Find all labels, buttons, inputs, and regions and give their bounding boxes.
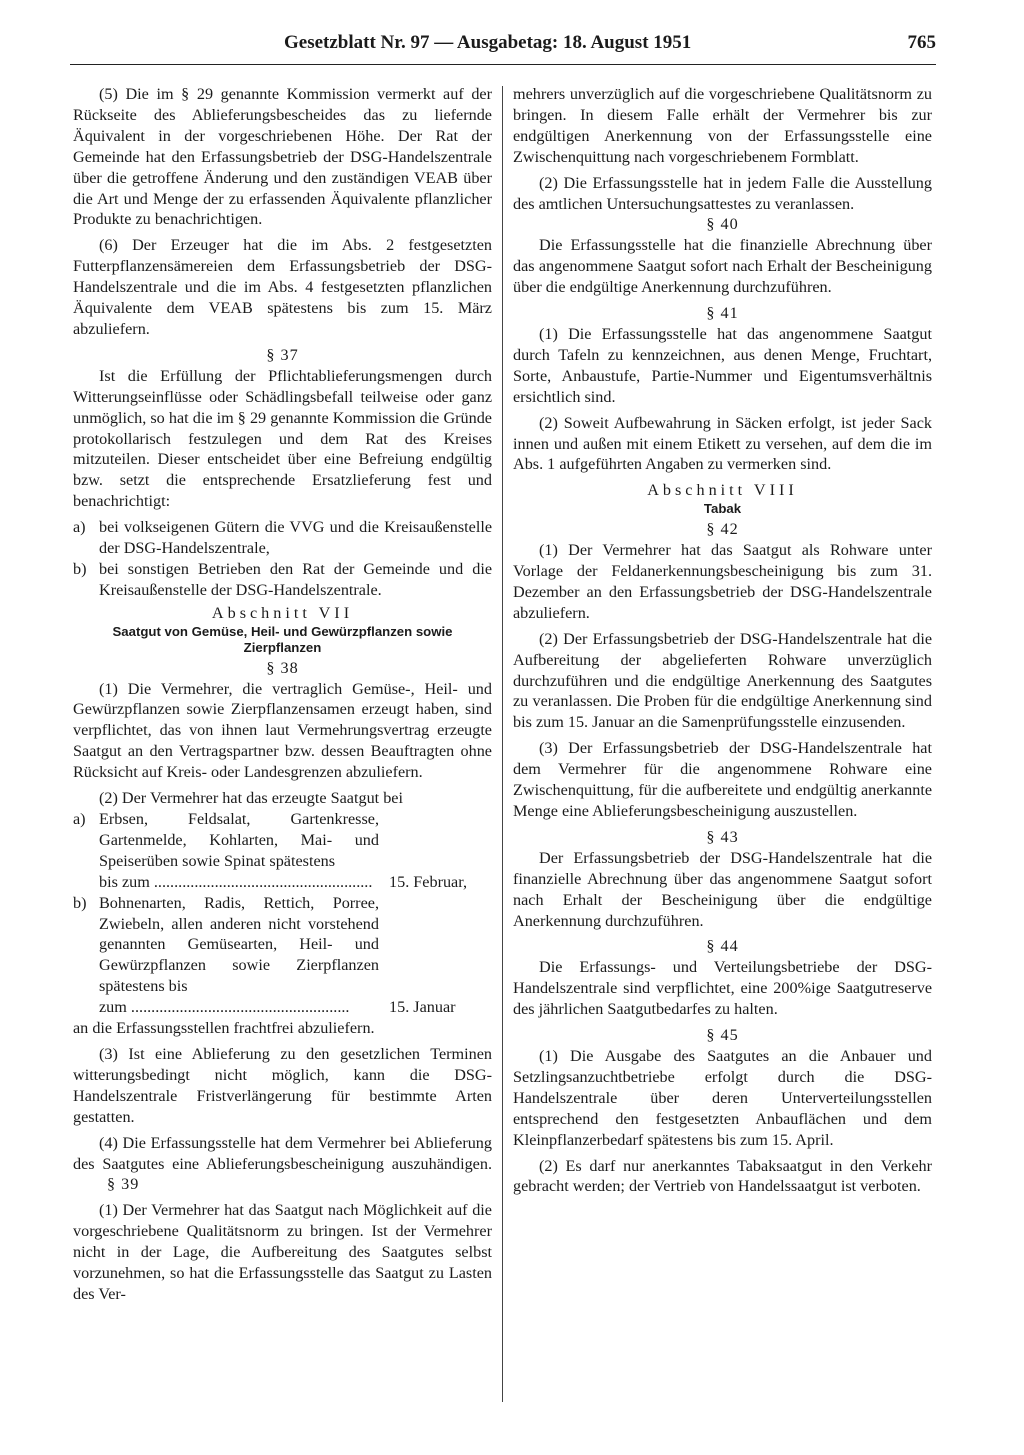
- abschnitt-7-title: Saatgut von Gemüse, Heil- und Gewürzpflanzen sowie Zierpflanzen: [112, 623, 453, 655]
- deadline-date: 15. Februar,: [389, 872, 468, 891]
- deadline-lead: zum .....: [99, 997, 379, 1018]
- paragraph-43: Der Erfassungsbetrieb der DSG-Handelszentrale hat die finanzielle Abrechnung über das angenommene Saatgut sofort nach Erhalt der Bescheinigung über die endgültige Anerkennung durchzuführen.: [513, 848, 932, 930]
- list-label: a): [73, 810, 86, 828]
- paragraph-38-4-text: (4) Die Erfassungsstelle hat dem Vermehrer bei Ablieferung des Saatgutes eine Ablieferungsbescheinigung auszuhändigen.: [73, 1133, 492, 1173]
- paragraph-40: Die Erfassungsstelle hat die finanzielle Abrechnung über das angenommene Saatgut sofort nach Erhalt der Bescheinigung über die endgültige Anerkennung durchzuführen.: [513, 236, 932, 297]
- paragraph-38-2: (2) Der Vermehrer hat das erzeugte Saatgut bei: [99, 789, 403, 808]
- list-text: bei volkseigenen Gütern die VVG und die Kreisaußenstelle der DSG-Handelszentrale,: [99, 518, 492, 558]
- paragraph-38-4: [73, 1133, 492, 1196]
- paragraph-44: Die Erfassungs- und Verteilungsbetriebe der DSG-Handelszentrale sind verpflichtet, eine 200%ige Saatgutreserve des jährlichen Saatgutbedarfes zu halten.: [513, 958, 932, 1019]
- deadline-line: [99, 997, 492, 1018]
- page-number: 765: [907, 32, 936, 53]
- list-label: a): [73, 518, 86, 537]
- section-41-heading: § 41: [706, 304, 739, 323]
- section-44-heading: § 44: [706, 937, 739, 956]
- abschnitt-8-heading: Abschnitt VIII: [647, 481, 798, 500]
- paragraph-41-1: (1) Die Erfassungsstelle hat das angenommene Saatgut durch Tafeln zu kennzeichnen, aus denen Menge, Fruchtart, Sorte, Anbaustufe, Partie-Nummer und Eigentumsverhältnis ersichtlich sind.: [513, 324, 932, 406]
- section-37-heading: § 37: [266, 345, 299, 364]
- paragraph-36-5: (5) Die im § 29 genannte Kommission vermerkt auf der Rückseite des Ablieferungsbescheides das zu liefernde Äquivalent in der vorgeschriebenen Höhe. Der Rat der Gemeinde hat den Erfassungsbetrieb der DSG-Handelszentrale über die getroffene Änderung und den zuständigen VEAB über die Art und Menge der zu erfassenden Äquivalente pflanzlicher Produkte zu benachrichtigen.: [73, 85, 492, 229]
- paragraph-39-2: (2) Die Erfassungsstelle hat in jedem Falle die Ausstellung des amtlichen Untersuchungsattestes zu veranlassen.: [513, 173, 932, 213]
- list-item-38-2-a: [73, 809, 492, 893]
- paragraph-36-6: (6) Der Erzeuger hat die im Abs. 2 festgesetzten Futterpflanzensämereien dem Erfassungsbetrieb der DSG-Handelszentrale und die im Abs. 4 festgesetzten pflanzlichen Äquivalente dem VEAB spätestens bis zum 15. März abzuliefern.: [73, 236, 492, 338]
- section-42-heading: § 42: [706, 520, 739, 539]
- page-header: [70, 30, 936, 65]
- list-item-38-2-b: [73, 893, 492, 1018]
- gazette-title: Gesetzblatt Nr. 97 — Ausgabetag: 18. August 1951: [284, 32, 692, 53]
- paragraph-42-1: (1) Der Vermehrer hat das Saatgut als Rohware unter Vorlage der Feldanerkennungsbescheinigung bis zum 31. Dezember an den Erfassungsbetrieb der DSG-Handelszentrale abzuliefern.: [513, 541, 932, 622]
- paragraph-38-3: (3) Ist eine Ablieferung zu den gesetzlichen Terminen witterungsbedingt nicht möglich, kann die DSG-Handelszentrale Fristverlängerung für bestimmte Arten gestatten.: [73, 1044, 492, 1126]
- list-item-37-a: [73, 517, 492, 559]
- section-43-heading: § 43: [706, 827, 739, 846]
- paragraph-38-2-end: an die Erfassungsstellen frachtfrei abzuliefern.: [73, 1019, 375, 1038]
- list-item-37-b: [73, 559, 492, 601]
- list-label: b): [73, 559, 87, 578]
- section-38-heading: § 38: [266, 658, 299, 677]
- section-39-heading: § 39: [107, 1175, 140, 1194]
- paragraph-42-2: (2) Der Erfassungsbetrieb der DSG-Handelszentrale hat die Aufbereitung der abgelieferten Rohware unverzüglich durchzuführen und die endgültige Anerkennung des Saatgutes zu veranlassen. Die Proben für die endgültige Anerkennung sind bis zum 15. Januar an die Samenprüfungsstelle einzusenden.: [513, 629, 932, 732]
- list-text: bei sonstigen Betrieben den Rat der Gemeinde und die Kreisaußenstelle der DSG-Handelszentrale.: [99, 559, 492, 599]
- abschnitt-7-heading: Abschnitt VII: [211, 603, 354, 622]
- deadline-date: 15. Januar: [389, 998, 456, 1017]
- right-column: [513, 84, 932, 1202]
- left-column: [73, 84, 492, 1310]
- list-text: Bohnenarten, Radis, Rettich, Porree, Zwiebeln, allen anderen nicht vorstehend genannten Gemüsearten, Heil- und Gewürzpflanzen sowie Zierpflanzen spätestens bis: [99, 893, 379, 996]
- paragraph-39-1-continued: mehrers unverzüglich auf die vorgeschriebene Qualitätsnorm zu bringen. In diesem Falle erhält der Vermehrer bis zur endgültigen Anerkennung von der Erfassungsstelle eine Zwischenquittung nach vorgeschriebenem Formblatt.: [513, 85, 932, 166]
- paragraph-45-2: (2) Es darf nur anerkanntes Tabaksaatgut in den Verkehr gebracht werden; der Vertrieb von Handelssaatgut ist verboten.: [513, 1156, 932, 1196]
- deadline-line: [99, 872, 492, 893]
- paragraph-39-1: (1) Der Vermehrer hat das Saatgut nach Möglichkeit auf die vorgeschriebene Qualitätsnorm zu bringen. Ist der Vermehrer nicht in der Lage, die Aufbereitung des Saatgutes selbst vorzunehmen, so hat die Erfassungsstelle das Saatgut zu Lasten des Ver-: [73, 1201, 492, 1303]
- deadline-lead: bis zum .....: [99, 872, 379, 893]
- paragraph-42-3: (3) Der Erfassungsbetrieb der DSG-Handelszentrale hat dem Vermehrer für die angenommene Rohware eine Zwischenquittung, für die aufbereitete und endgültig anerkannte Menge eine Ablieferungsbescheinigung auszustellen.: [513, 739, 932, 820]
- paragraph-45-1: (1) Die Ausgabe des Saatgutes an die Anbauer und Setzlingsanzuchtbetriebe erfolgt durch die DSG-Handelszentrale über deren Unterverteilungsstellen entsprechend den festgesetzten Anbauflächen und dem Kleinpflanzerbedarf spätestens bis zum 15. April.: [513, 1046, 932, 1149]
- paragraph-37: Ist die Erfüllung der Pflichtablieferungsmengen durch Witterungseinflüsse oder Schädlingsbefall teilweise oder ganz unmöglich, so hat die im § 29 genannte Kommission die Gründe protokollarisch festzulegen und dem Rat des Kreises mitzuteilen. Dieser entscheidet über eine Befreiung endgültig bzw. setzt die entsprechende Ersatzlieferung fest und benachrichtigt:: [73, 366, 492, 511]
- list-text: Erbsen, Feldsalat, Gartenkresse, Gartenmelde, Kohlarten, Mai- und Speiserüben sowie Spinat spätestens: [99, 810, 379, 870]
- paragraph-38-1: (1) Die Vermehrer, die vertraglich Gemüse-, Heil- und Gewürzpflanzen sowie Zierpflanzensamen erzeugt haben, sind verpflichtet, das von ihnen laut Vermehrungsvertrag erzeugte Saatgut an den Vertragspartner bzw. dessen Beauftragten ohne Rücksicht auf Kreis- oder Landesgrenzen abzuliefern.: [73, 679, 492, 782]
- list-label: b): [73, 893, 87, 912]
- paragraph-41-2: (2) Soweit Aufbewahrung in Säcken erfolgt, ist jeder Sack innen und außen mit einem Etikett zu versehen, auf dem die im Abs. 1 aufgeführten Angaben zu vermerken sind.: [513, 413, 932, 474]
- abschnitt-8-title: Tabak: [703, 501, 742, 517]
- section-45-heading: § 45: [706, 1026, 739, 1045]
- column-divider: [502, 86, 503, 1402]
- section-40-heading: § 40: [706, 215, 739, 234]
